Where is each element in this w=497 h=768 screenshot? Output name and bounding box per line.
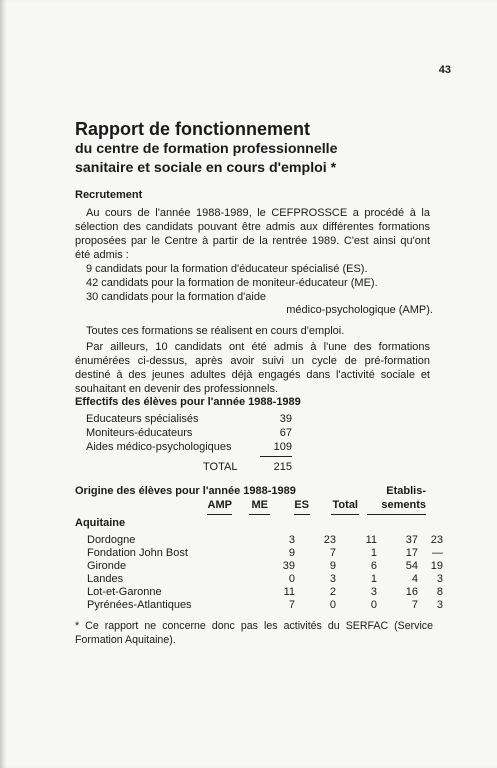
effectifs-label: Aides médico-psychologiques — [86, 441, 232, 453]
col-header-me: ME — [251, 499, 268, 511]
row-name: Landes — [87, 573, 124, 585]
cell-amp: 39 — [282, 560, 295, 572]
cell-me: 0 — [329, 599, 336, 611]
region-heading: Aquitaine — [75, 517, 126, 529]
recrutement-paragraph-2: Toutes ces formations se réalisent en cours d'emploi. — [86, 325, 345, 337]
cell-me: 2 — [329, 586, 336, 598]
cell-es: 1 — [370, 547, 377, 559]
cell-me: 9 — [329, 560, 336, 572]
cell-etablissements: 3 — [436, 573, 443, 585]
cell-amp: 3 — [288, 534, 295, 546]
col-header-etablis: Etablis- — [386, 485, 426, 497]
origine-heading: Origine des élèves pour l'année 1988-1989 — [75, 485, 296, 497]
effectifs-total-row — [86, 461, 292, 475]
cell-total: 16 — [405, 586, 418, 598]
effectifs-value: 39 — [279, 413, 292, 425]
table-row — [75, 599, 443, 612]
cell-me: 3 — [329, 573, 336, 585]
cell-es: 0 — [370, 599, 377, 611]
effectifs-heading: Effectifs des élèves pour l'année 1988-1989 — [75, 396, 301, 408]
effectifs-row — [86, 413, 292, 427]
cell-amp: 0 — [288, 573, 295, 585]
page-number: 43 — [438, 64, 451, 76]
cell-total: 4 — [411, 573, 418, 585]
admission-line-amp-cont: médico-psychologique (AMP). — [286, 304, 433, 316]
cell-etablissements: — — [432, 547, 443, 559]
effectifs-value: 67 — [279, 427, 292, 439]
footnote: * Ce rapport ne concerne donc pas les activités du SERFAC (Service Formation Aquitaine). — [75, 620, 433, 646]
cell-total: 17 — [405, 547, 418, 559]
cell-etablissements: 23 — [430, 534, 443, 546]
col-rule-total — [331, 514, 359, 515]
effectifs-total-label: TOTAL — [203, 461, 238, 473]
table-row — [75, 573, 443, 586]
cell-etablissements: 19 — [430, 560, 443, 572]
row-name: Pyrénées-Atlantiques — [87, 599, 192, 611]
title-line-2: du centre de formation professionnelle — [75, 141, 338, 157]
col-rule-me — [249, 514, 270, 515]
recrutement-paragraph-3: Par ailleurs, 10 candidats ont été admis à l'une des formations énumérées ci-dessus, après avoir suivi un cycle de pré-formation destiné à des jeunes adultes déjà engagés dans l'activité sociale et souhaitant en devenir des professionnels. — [75, 341, 430, 395]
effectifs-value: 109 — [273, 441, 292, 453]
col-header-sements: sements — [381, 499, 426, 511]
title-main: Rapport de fonctionnement — [75, 119, 310, 139]
cell-es: 6 — [370, 560, 377, 572]
row-name: Fondation John Bost — [87, 547, 188, 559]
cell-total: 7 — [411, 599, 418, 611]
cell-etablissements: 8 — [436, 586, 443, 598]
cell-total: 54 — [405, 560, 418, 572]
cell-total: 37 — [405, 534, 418, 546]
cell-es: 11 — [365, 534, 377, 546]
effectifs-label: Moniteurs-éducateurs — [86, 427, 193, 439]
effectifs-row — [86, 427, 292, 441]
effectifs-total-value: 215 — [273, 461, 292, 473]
col-rule-amp — [207, 514, 232, 515]
title-line-3: sanitaire et sociale en cours d'emploi * — [75, 160, 337, 176]
admission-line-me: 42 candidats pour la formation de moniteur-éducateur (ME). — [86, 277, 378, 289]
recrutement-paragraph-1: Au cours de l'année 1988-1989, le CEFPROSSCE a procédé à la sélection des candidats pouvant être admis aux différentes formations proposées par le Centre à partir de la rentrée 1989. C'est ainsi qu'ont été admis : — [75, 207, 430, 261]
effectifs-total-rule — [260, 456, 292, 457]
col-header-total: Total — [332, 499, 358, 511]
col-rule-etablissements — [367, 514, 426, 515]
effectifs-row — [86, 441, 292, 455]
col-header-amp: AMP — [207, 499, 232, 511]
cell-amp: 11 — [283, 586, 295, 598]
cell-amp: 7 — [288, 599, 295, 611]
effectifs-label: Educateurs spécialisés — [86, 413, 199, 425]
col-header-es: ES — [294, 499, 309, 511]
cell-es: 1 — [370, 573, 377, 585]
row-name: Gironde — [87, 560, 127, 572]
row-name: Dordogne — [87, 534, 136, 546]
cell-es: 3 — [370, 586, 377, 598]
cell-me: 7 — [329, 547, 336, 559]
recrutement-heading: Recrutement — [75, 189, 143, 201]
cell-amp: 9 — [288, 547, 295, 559]
row-name: Lot-et-Garonne — [87, 586, 162, 598]
col-rule-es — [294, 514, 310, 515]
table-row — [75, 586, 443, 599]
table-row — [75, 534, 443, 547]
table-row — [75, 547, 443, 560]
report-title — [75, 118, 435, 178]
cell-me: 23 — [323, 534, 336, 546]
admission-line-es: 9 candidats pour la formation d'éducateur spécialisé (ES). — [86, 263, 368, 275]
table-row — [75, 560, 443, 573]
admission-line-amp: 30 candidats pour la formation d'aide — [86, 291, 267, 303]
cell-etablissements: 3 — [436, 599, 443, 611]
